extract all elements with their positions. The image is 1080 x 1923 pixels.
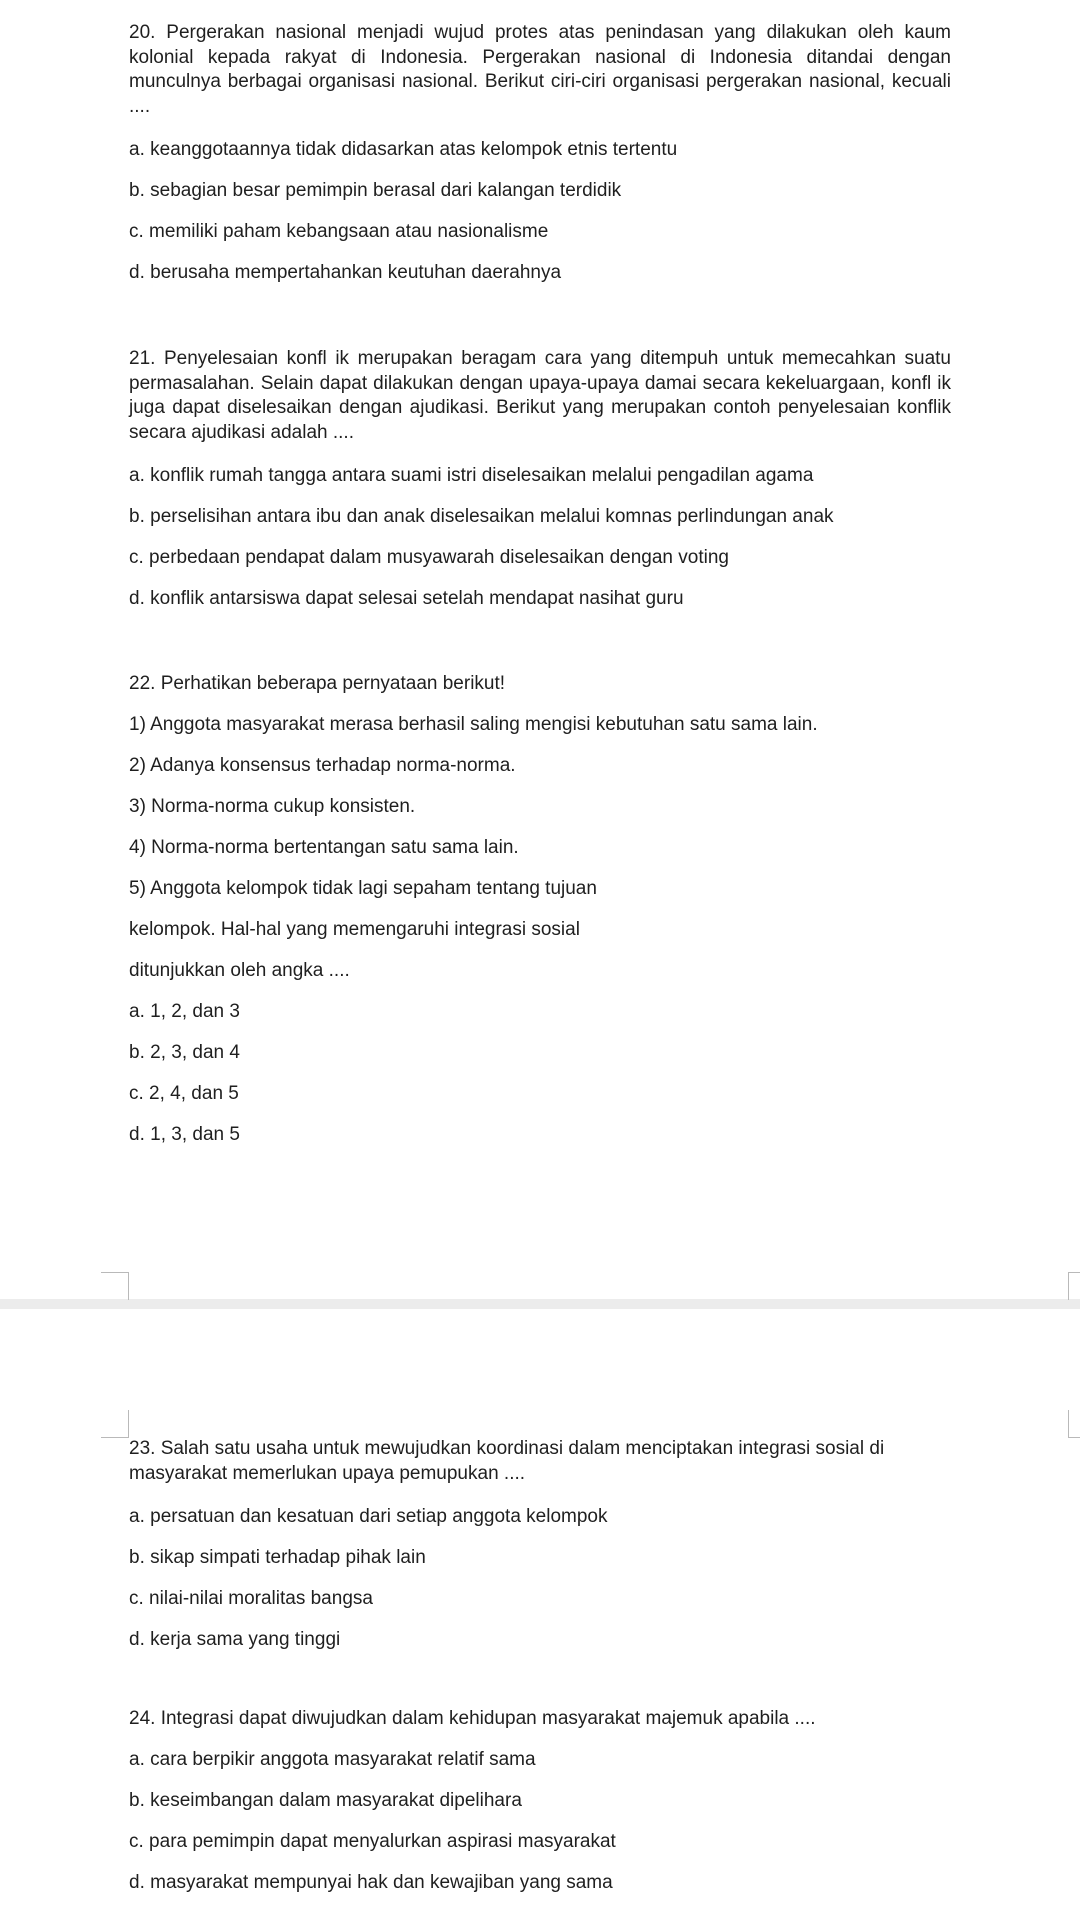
option-d: d. 1, 3, dan 5 xyxy=(129,1124,240,1145)
option-d: d. konflik antarsiswa dapat selesai setelah mendapat nasihat guru xyxy=(129,588,684,609)
option-a: a. konflik rumah tangga antara suami istri diselesaikan melalui pengadilan agama xyxy=(129,465,814,486)
question-prompt-line: kelompok. Hal-hal yang memengaruhi integrasi sosial xyxy=(129,919,580,940)
statement-5: 5) Anggota kelompok tidak lagi sepaham tentang tujuan xyxy=(129,878,597,899)
option-b: b. keseimbangan dalam masyarakat dipelihara xyxy=(129,1790,522,1811)
option-c: c. para pemimpin dapat menyalurkan aspirasi masyarakat xyxy=(129,1831,616,1852)
statement-1: 1) Anggota masyarakat merasa berhasil saling mengisi kebutuhan satu sama lain. xyxy=(129,714,818,735)
option-c: c. 2, 4, dan 5 xyxy=(129,1083,239,1104)
option-b: b. 2, 3, dan 4 xyxy=(129,1042,240,1063)
option-c: c. nilai-nilai moralitas bangsa xyxy=(129,1588,373,1609)
statement-3: 3) Norma-norma cukup konsisten. xyxy=(129,796,416,817)
question-prompt-line: ditunjukkan oleh angka .... xyxy=(129,960,350,981)
option-d: d. kerja sama yang tinggi xyxy=(129,1629,341,1650)
option-a: a. cara berpikir anggota masyarakat relatif sama xyxy=(129,1749,536,1770)
option-d: d. masyarakat mempunyai hak dan kewajiban yang sama xyxy=(129,1872,613,1893)
question-stem: 24. Integrasi dapat diwujudkan dalam kehidupan masyarakat majemuk apabila .... xyxy=(129,1708,816,1729)
question-stem: 21. Penyelesaian konfl ik merupakan beragam cara yang ditempuh untuk memecahkan suatu permasalahan. Selain dapat dilakukan dengan upaya-upaya damai secara kekeluargaan, konfl ik juga dapat diselesaikan dengan ajudikasi. Berikut yang merupakan contoh penyelesaian konflik secara ajudikasi adalah .... xyxy=(129,348,951,443)
option-a: a. keanggotaannya tidak didasarkan atas kelompok etnis tertentu xyxy=(129,139,678,160)
question-stem: 23. Salah satu usaha untuk mewujudkan koordinasi dalam menciptakan integrasi sosial di masyarakat memerlukan upaya pemupukan .... xyxy=(129,1438,885,1484)
option-a: a. 1, 2, dan 3 xyxy=(129,1001,240,1022)
option-b: b. sikap simpati terhadap pihak lain xyxy=(129,1547,426,1568)
statement-2: 2) Adanya konsensus terhadap norma-norma. xyxy=(129,755,516,776)
question-24 xyxy=(129,1707,951,1895)
crop-mark-bottom-left xyxy=(101,1410,129,1438)
option-c: c. perbedaan pendapat dalam musyawarah diselesaikan dengan voting xyxy=(129,547,729,568)
question-22 xyxy=(129,672,951,1147)
question-stem: 22. Perhatikan beberapa pernyataan berikut! xyxy=(129,673,506,694)
option-b: b. perselisihan antara ibu dan anak diselesaikan melalui komnas perlindungan anak xyxy=(129,506,834,527)
question-23 xyxy=(129,1437,951,1652)
question-20 xyxy=(129,21,951,285)
option-a: a. persatuan dan kesatuan dari setiap anggota kelompok xyxy=(129,1506,608,1527)
crop-mark-top-right xyxy=(1068,1272,1080,1300)
option-d: d. berusaha mempertahankan keutuhan daerahnya xyxy=(129,262,562,283)
statement-4: 4) Norma-norma bertentangan satu sama lain. xyxy=(129,837,519,858)
option-b: b. sebagian besar pemimpin berasal dari kalangan terdidik xyxy=(129,180,622,201)
question-21 xyxy=(129,347,951,611)
crop-mark-top-left xyxy=(101,1272,129,1300)
option-c: c. memiliki paham kebangsaan atau nasionalisme xyxy=(129,221,549,242)
page-break-gap xyxy=(0,1299,1080,1309)
crop-mark-bottom-right xyxy=(1068,1410,1080,1438)
question-stem: 20. Pergerakan nasional menjadi wujud protes atas penindasan yang dilakukan oleh kaum kolonial kepada rakyat di Indonesia. Pergerakan nasional di Indonesia ditandai dengan munculnya berbagai organisasi nasional. Berikut ciri-ciri organisasi pergerakan nasional, kecuali .... xyxy=(129,22,951,117)
